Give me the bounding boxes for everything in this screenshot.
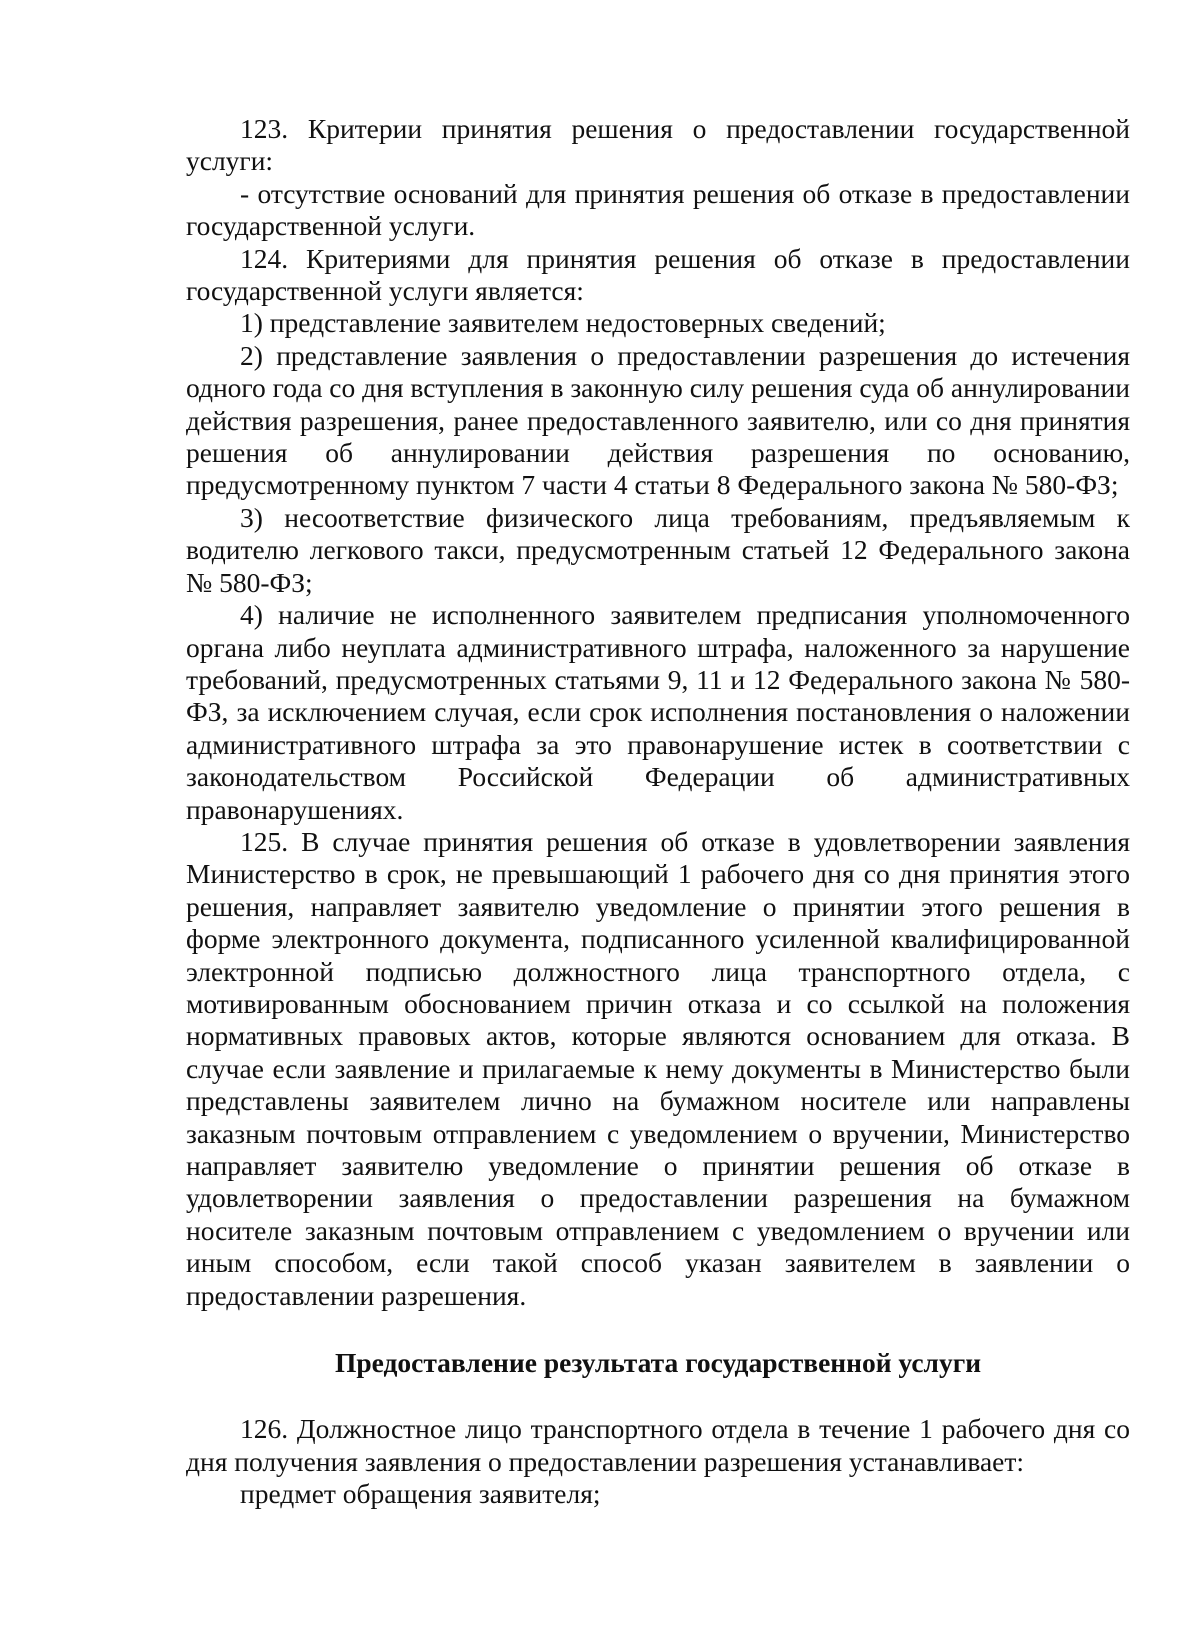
paragraph-124: 124. Критериями для принятия решения об отказе в предоставлении государственной услуги является: <box>186 242 1130 307</box>
paragraph-126-item: предмет обращения заявителя; <box>240 1478 601 1510</box>
paragraph-124-item-3: 3) несоответствие физического лица требованиям, предъявляемым к водителю легкового такси, предусмотренным статьей 12 Федерального закона № 580-ФЗ; <box>186 501 1130 598</box>
paragraph-126: 126. Должностное лицо транспортного отдела в течение 1 рабочего дня со дня получения заявления о предоставлении разрешения устанавливает: <box>186 1413 1130 1477</box>
paragraph-124-item-1: 1) представление заявителем недостоверных сведений; <box>240 307 886 339</box>
paragraph-123: 123. Критерии принятия решения о предоставлении государственной услуги: <box>186 113 1130 177</box>
document-body <box>186 113 1130 1511</box>
paragraph-123-item: - отсутствие оснований для принятия решения об отказе в предоставлении государственной услуги. <box>186 177 1130 242</box>
paragraph-125: 125. В случае принятия решения об отказе в удовлетворении заявления Министерство в срок, не превышающий 1 рабочего дня со дня принятия этого решения, направляет заявителю уведомление о принятии этого решения в форме электронного документа, подписанного усиленной квалифицированной электронной подписью должностного лица транспортного отдела, с мотивированным обоснованием причин отказа и со ссылкой на положения нормативных правовых актов, которые являются основанием для отказа. В случае если заявление и прилагаемые к нему документы в Министерство были представлены заявителем лично на бумажном носителе или направлены заказным почтовым отправлением с уведомлением о вручении, Министерство направляет заявителю уведомление о принятии решения об отказе в удовлетворении заявления о предоставлении разрешения на бумажном носителе заказным почтовым отправлением с уведомлением о вручении или иным способом, если такой способ указан заявителем в заявлении о предоставлении разрешения. <box>186 825 1130 1311</box>
paragraph-124-item-2: 2) представление заявления о предоставлении разрешения до истечения одного года со дня вступления в законную силу решения суда об аннулировании действия разрешения, ранее предоставленного заявителю, или со дня принятия решения об аннулировании действия разрешения по основанию, предусмотренному пунктом 7 части 4 статьи 8 Федерального закона № 580-ФЗ; <box>186 339 1130 501</box>
section-heading: Предоставление результата государственной услуги <box>334 1347 982 1379</box>
paragraph-124-item-4: 4) наличие не исполненного заявителем предписания уполномоченного органа либо неуплата административного штрафа, наложенного за нарушение требований, предусмотренных статьями 9, 11 и 12 Федерального закона № 580-ФЗ, за исключением случая, если срок исполнения постановления о наложении административного штрафа за это правонарушение истек в соответствии с законодательством Российской Федерации об административных правонарушениях. <box>186 599 1130 825</box>
